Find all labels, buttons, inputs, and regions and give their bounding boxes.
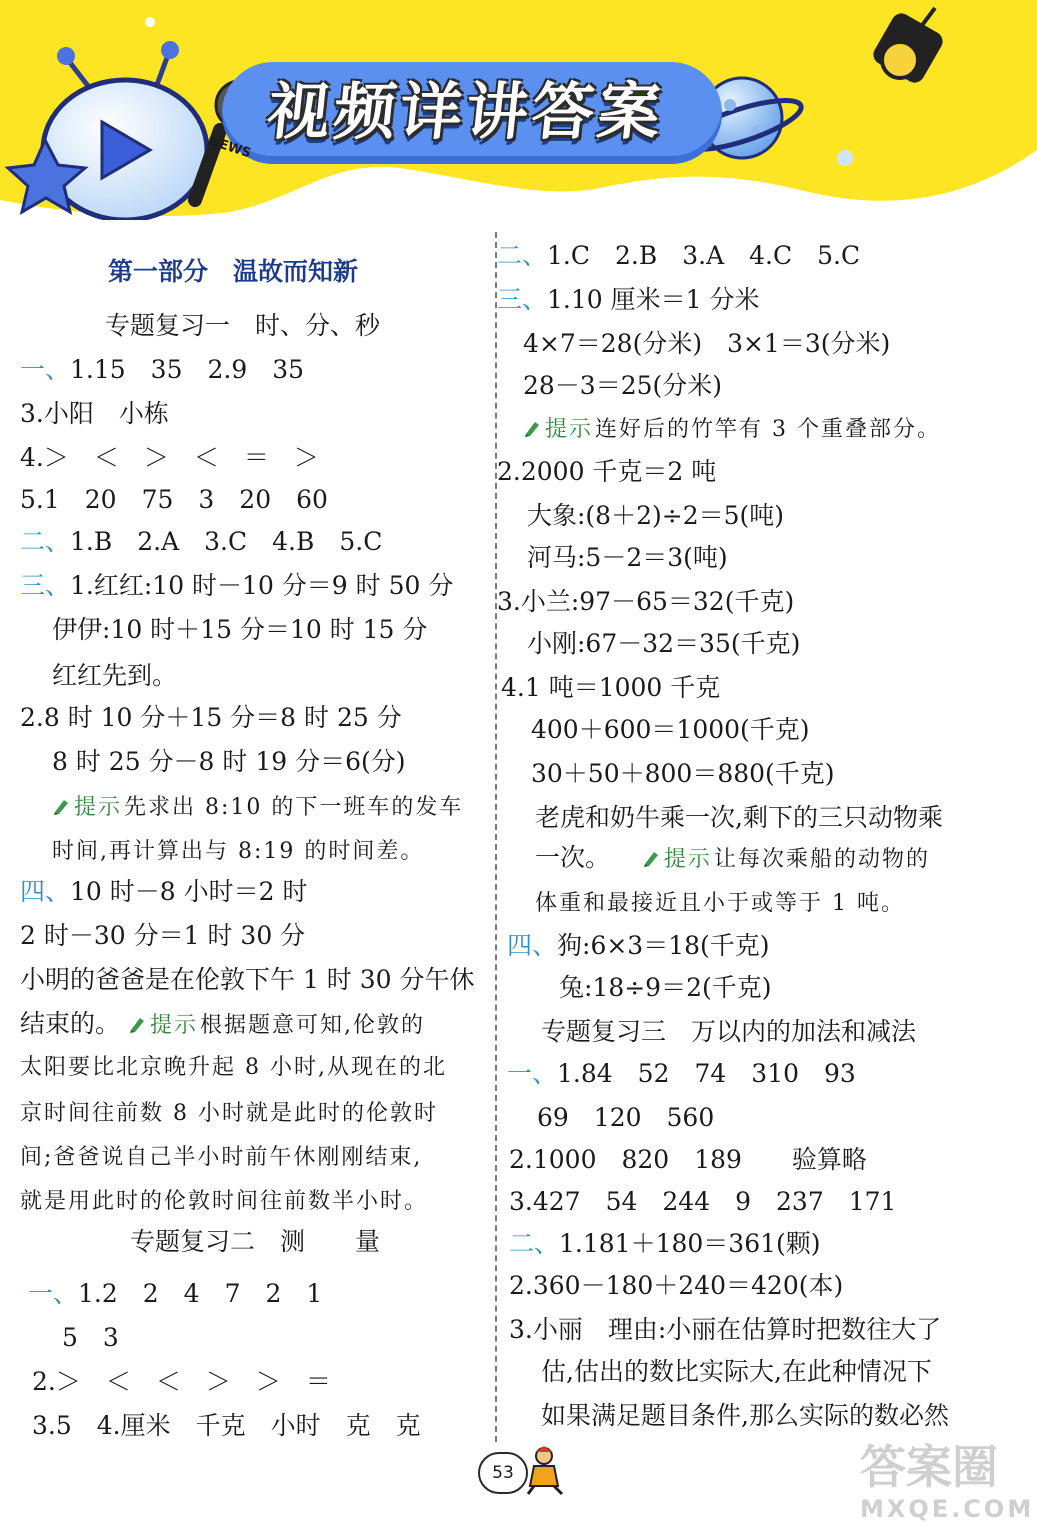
watermark-text: 答案圈 xyxy=(860,1440,998,1494)
answer-text: 1.B 2.A 3.C 4.B 5.C xyxy=(70,527,383,556)
answer-text: 1.2 2 4 7 2 1 xyxy=(78,1279,323,1308)
hint-text: 根据题意可知,伦敦的 xyxy=(199,1013,425,1038)
answer-line: 2.1000 820 189 验算略 xyxy=(509,1145,867,1174)
answer-line: 小刚:67－32＝35(千克) xyxy=(527,629,801,658)
answer-line: 2 时－30 分＝1 时 30 分 xyxy=(20,921,306,950)
answer-line: 4×7＝28(分米) 3×1＝3(分米) xyxy=(523,329,891,358)
section-number: 二、 xyxy=(20,527,71,556)
hint-label: 提示 xyxy=(545,417,594,442)
answer-line: 8 时 25 分－8 时 19 分＝6(分) xyxy=(52,747,406,776)
hint-label: 提示 xyxy=(149,1013,198,1038)
answer-line: 30＋50＋800＝880(千克) xyxy=(531,759,835,788)
answer-line xyxy=(535,838,930,878)
answer-text: 1.C 2.B 3.A 4.C 5.C xyxy=(547,241,861,270)
answer-line xyxy=(507,926,770,966)
hint-label: 提示 xyxy=(663,847,712,872)
answer-line: 红红先到。 xyxy=(52,661,178,690)
section-number: 一、 xyxy=(20,355,71,384)
column-divider xyxy=(495,232,497,1442)
answer-line: 2.360－180＋240＝420(本) xyxy=(509,1271,844,1300)
answer-line xyxy=(20,522,382,562)
answer-line xyxy=(507,1054,856,1094)
answer-line: 伊伊:10 时＋15 分＝10 时 15 分 xyxy=(52,615,428,644)
answer-line: 估,估出的数比实际大,在此种情况下 xyxy=(541,1357,932,1386)
page-number: 53 xyxy=(478,1452,528,1494)
watermark-url: MXQE.COM xyxy=(860,1495,1035,1523)
answer-text: 1.181＋180＝361(颗) xyxy=(559,1229,821,1258)
section-number: 二、 xyxy=(497,241,548,270)
section-number: 三、 xyxy=(497,285,548,314)
answer-line: 老虎和奶牛乘一次,剩下的三只动物乘 xyxy=(535,803,943,832)
answer-line: 兔:18÷9＝2(千克) xyxy=(559,973,772,1002)
watermark xyxy=(860,1440,1035,1532)
hint-pencil-icon xyxy=(642,848,662,868)
answer-line: 3.427 54 244 9 237 171 xyxy=(509,1187,897,1216)
answer-line xyxy=(20,1004,425,1044)
answer-text: 1.10 厘米＝1 分米 xyxy=(547,285,760,314)
answer-text: 狗:6×3＝18(千克) xyxy=(557,931,770,960)
answer-line: 28－3＝25(分米) xyxy=(523,371,723,400)
hint-text: 先求出 8:10 的下一班车的发车 xyxy=(124,795,464,820)
answer-text: 结束的。 xyxy=(20,1009,121,1038)
answer-line: 如果满足题目条件,那么实际的数必然 xyxy=(541,1401,949,1430)
answer-line xyxy=(497,280,759,320)
answer-line: 河马:5－2＝3(吨) xyxy=(527,543,728,572)
answer-line: 4.1 吨＝1000 千克 xyxy=(501,673,721,702)
answer-line: 小明的爸爸是在伦敦下午 1 时 30 分午休 xyxy=(20,965,475,994)
answer-line: 3.小丽 理由:小丽在估算时把数往大了 xyxy=(509,1315,942,1344)
hint-pencil-icon xyxy=(523,418,543,438)
answer-line xyxy=(28,1274,322,1314)
answer-line xyxy=(497,236,860,276)
news-tag: NEWS xyxy=(206,133,253,162)
hint-pencil-icon xyxy=(52,796,72,816)
answer-line xyxy=(20,566,453,606)
hint-text: 让每次乘船的动物的 xyxy=(713,847,930,872)
part-title: 第一部分 温故而知新 xyxy=(108,257,359,286)
section-number: 一、 xyxy=(507,1059,558,1088)
section-number: 二、 xyxy=(509,1229,560,1258)
hint-label: 提示 xyxy=(74,795,123,820)
answer-line: 3.小兰:97－65＝32(千克) xyxy=(497,587,795,616)
topic-heading-2: 专题复习二 测 量 xyxy=(130,1227,381,1256)
answer-line: 400＋600＝1000(千克) xyxy=(531,715,810,744)
header-banner xyxy=(0,0,1037,220)
answer-text: 1.15 35 2.9 35 xyxy=(70,355,305,384)
answer-line: 2.＞ ＜ ＜ ＞ ＞ ＝ xyxy=(32,1367,331,1396)
answer-line: 69 120 560 xyxy=(537,1103,715,1132)
answer-line: 5 3 xyxy=(62,1323,119,1352)
answer-line xyxy=(20,350,304,390)
answer-line: 3.5 4.厘米 千克 小时 克 克 xyxy=(32,1411,421,1440)
topic-heading-1: 专题复习一 时、分、秒 xyxy=(105,311,381,340)
hint-line: 太阳要比北京晚升起 8 小时,从现在的北 xyxy=(20,1055,447,1080)
answer-line: 2.8 时 10 分＋15 分＝8 时 25 分 xyxy=(20,703,402,732)
answer-text: 1.84 52 74 310 93 xyxy=(557,1059,856,1088)
hint-line xyxy=(52,788,463,828)
section-number: 三、 xyxy=(20,571,71,600)
answer-line: 2.2000 千克＝2 吨 xyxy=(497,457,717,486)
answer-text: 1.红红:10 时－10 分＝9 时 50 分 xyxy=(70,571,454,600)
hint-line: 时间,再计算出与 8:19 的时间差。 xyxy=(52,839,425,864)
hint-line: 体重和最接近且小于或等于 1 吨。 xyxy=(535,891,905,916)
banner-title: 视频详讲答案 xyxy=(264,75,668,148)
hint-pencil-icon xyxy=(128,1014,148,1034)
mascot-icon xyxy=(524,1446,568,1496)
answer-line: 大象:(8＋2)÷2＝5(吨) xyxy=(527,501,785,530)
answer-line xyxy=(20,872,307,912)
hint-line xyxy=(523,410,941,450)
answer-line: 4.＞ ＜ ＞ ＜ ＝ ＞ xyxy=(20,443,319,472)
hint-line: 京时间往前数 8 小时就是此时的伦敦时 xyxy=(20,1101,438,1126)
section-number: 一、 xyxy=(28,1279,79,1308)
hint-line: 间;爸爸说自己半小时前午休刚刚结束, xyxy=(20,1145,423,1170)
topic-heading-3: 专题复习三 万以内的加法和减法 xyxy=(541,1017,917,1046)
answer-line xyxy=(509,1224,821,1264)
hint-text: 连好后的竹竿有 3 个重叠部分。 xyxy=(595,417,941,442)
answer-line: 3.小阳 小栋 xyxy=(20,399,169,428)
section-number: 四、 xyxy=(507,931,558,960)
answer-line: 5.1 20 75 3 20 60 xyxy=(20,485,328,514)
hint-line: 就是用此时的伦敦时间往前数半小时。 xyxy=(20,1189,429,1214)
section-number: 四、 xyxy=(20,877,71,906)
answer-text: 一次。 xyxy=(535,843,611,872)
answer-text: 10 时－8 小时＝2 时 xyxy=(70,877,308,906)
